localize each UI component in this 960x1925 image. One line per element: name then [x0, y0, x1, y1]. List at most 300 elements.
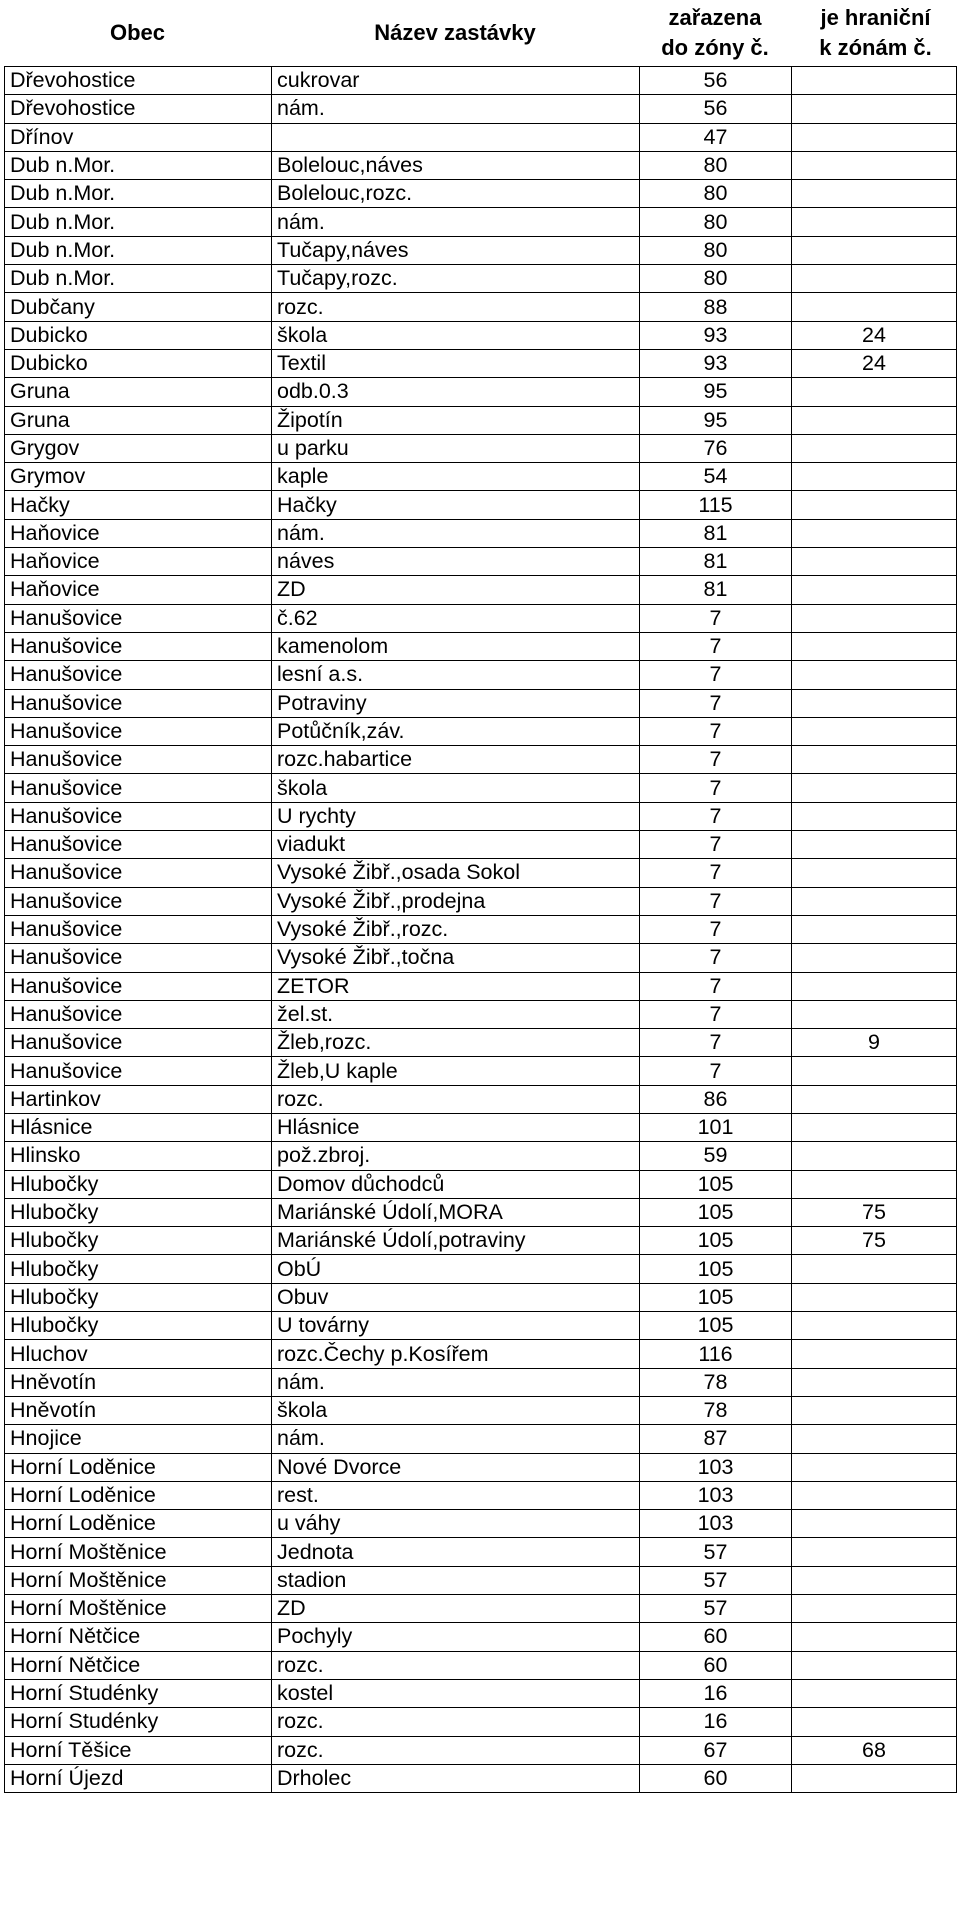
- cell-obec: Hanušovice: [5, 689, 272, 717]
- table-row: [5, 1538, 957, 1566]
- cell-zastavka: Vysoké Žibř.,osada Sokol: [272, 859, 640, 887]
- cell-obec: Horní Studénky: [5, 1679, 272, 1707]
- cell-obec: Horní Moštěnice: [5, 1595, 272, 1623]
- cell-obec: Dub n.Mor.: [5, 265, 272, 293]
- cell-zastavka: Mariánské Údolí,potraviny: [272, 1227, 640, 1255]
- cell-zastavka: Tučapy,rozc.: [272, 265, 640, 293]
- cell-obec: Hanušovice: [5, 604, 272, 632]
- cell-zastavka: kostel: [272, 1679, 640, 1707]
- table-row: [5, 1113, 957, 1141]
- cell-zastavka: Jednota: [272, 1538, 640, 1566]
- cell-hranicni: [792, 1538, 957, 1566]
- table-row: [5, 406, 957, 434]
- cell-zona: 7: [640, 831, 792, 859]
- cell-zastavka: odb.0.3: [272, 378, 640, 406]
- cell-hranicni: [792, 208, 957, 236]
- cell-obec: Grymov: [5, 463, 272, 491]
- cell-zastavka: rozc.: [272, 1085, 640, 1113]
- cell-zastavka: Žleb,rozc.: [272, 1029, 640, 1057]
- table-row: [5, 491, 957, 519]
- cell-zastavka: Drholec: [272, 1764, 640, 1792]
- cell-obec: Hlubočky: [5, 1198, 272, 1226]
- cell-zona: 60: [640, 1623, 792, 1651]
- cell-hranicni: [792, 1312, 957, 1340]
- table-row: [5, 1396, 957, 1424]
- cell-zastavka: stadion: [272, 1566, 640, 1594]
- table-row: [5, 1000, 957, 1028]
- cell-obec: Dubicko: [5, 349, 272, 377]
- cell-zona: 105: [640, 1283, 792, 1311]
- cell-obec: Hačky: [5, 491, 272, 519]
- cell-obec: Hanušovice: [5, 746, 272, 774]
- cell-obec: Hanušovice: [5, 661, 272, 689]
- cell-zona: 7: [640, 944, 792, 972]
- table-row: [5, 1453, 957, 1481]
- cell-zona: 7: [640, 689, 792, 717]
- cell-hranicni: [792, 1453, 957, 1481]
- cell-hranicni: [792, 491, 957, 519]
- cell-hranicni: [792, 406, 957, 434]
- cell-obec: Dub n.Mor.: [5, 180, 272, 208]
- cell-hranicni: [792, 576, 957, 604]
- cell-zona: 105: [640, 1227, 792, 1255]
- table-row: [5, 972, 957, 1000]
- cell-obec: Hanušovice: [5, 831, 272, 859]
- cell-obec: Hanušovice: [5, 1029, 272, 1057]
- cell-zastavka: kaple: [272, 463, 640, 491]
- table-row: [5, 944, 957, 972]
- table-row: [5, 1651, 957, 1679]
- table-row: [5, 576, 957, 604]
- table-row: [5, 123, 957, 151]
- cell-hranicni: [792, 1368, 957, 1396]
- cell-hranicni: 75: [792, 1227, 957, 1255]
- cell-zona: 56: [640, 95, 792, 123]
- cell-zastavka: škola: [272, 1396, 640, 1424]
- cell-zona: 7: [640, 887, 792, 915]
- cell-zastavka: ZETOR: [272, 972, 640, 1000]
- cell-zona: 103: [640, 1481, 792, 1509]
- table-row: [5, 463, 957, 491]
- cell-zona: 7: [640, 1000, 792, 1028]
- cell-zona: 81: [640, 519, 792, 547]
- cell-hranicni: [792, 1142, 957, 1170]
- cell-zastavka: Nové Dvorce: [272, 1453, 640, 1481]
- cell-obec: Hanušovice: [5, 774, 272, 802]
- cell-obec: Hlubočky: [5, 1255, 272, 1283]
- cell-zona: 56: [640, 67, 792, 95]
- cell-hranicni: [792, 1396, 957, 1424]
- cell-obec: Dub n.Mor.: [5, 151, 272, 179]
- table-row: [5, 1679, 957, 1707]
- table-row: [5, 95, 957, 123]
- cell-hranicni: [792, 1708, 957, 1736]
- table-row: [5, 1142, 957, 1170]
- table-row: [5, 67, 957, 95]
- cell-zona: 7: [640, 802, 792, 830]
- cell-zastavka: Textil: [272, 349, 640, 377]
- table-row: [5, 265, 957, 293]
- cell-zastavka: rozc.habartice: [272, 746, 640, 774]
- cell-obec: Hnojice: [5, 1425, 272, 1453]
- cell-hranicni: [792, 434, 957, 462]
- cell-zona: 80: [640, 180, 792, 208]
- cell-obec: Horní Loděnice: [5, 1510, 272, 1538]
- cell-zona: 57: [640, 1538, 792, 1566]
- cell-hranicni: [792, 632, 957, 660]
- cell-hranicni: [792, 1764, 957, 1792]
- table-row: [5, 519, 957, 547]
- cell-zona: 7: [640, 1057, 792, 1085]
- cell-obec: Dřevohostice: [5, 95, 272, 123]
- table-row: [5, 434, 957, 462]
- cell-obec: Hlásnice: [5, 1113, 272, 1141]
- cell-obec: Grygov: [5, 434, 272, 462]
- cell-hranicni: [792, 774, 957, 802]
- cell-zona: 7: [640, 746, 792, 774]
- cell-zastavka: Obuv: [272, 1283, 640, 1311]
- table-row: [5, 1255, 957, 1283]
- cell-obec: Horní Těšice: [5, 1736, 272, 1764]
- table-row: [5, 1510, 957, 1538]
- cell-hranicni: 24: [792, 349, 957, 377]
- table-row: [5, 661, 957, 689]
- cell-obec: Hněvotín: [5, 1396, 272, 1424]
- cell-hranicni: [792, 1566, 957, 1594]
- cell-hranicni: [792, 1085, 957, 1113]
- table-row: [5, 378, 957, 406]
- cell-zona: 76: [640, 434, 792, 462]
- cell-zastavka: rozc.Čechy p.Kosířem: [272, 1340, 640, 1368]
- cell-zona: 80: [640, 151, 792, 179]
- cell-obec: Hluchov: [5, 1340, 272, 1368]
- cell-zona: 115: [640, 491, 792, 519]
- cell-obec: Hlubočky: [5, 1312, 272, 1340]
- table-row: [5, 859, 957, 887]
- cell-zona: 7: [640, 915, 792, 943]
- table-row: [5, 293, 957, 321]
- table-row: [5, 1708, 957, 1736]
- header-obec: Obec: [109, 20, 166, 45]
- cell-obec: Dřínov: [5, 123, 272, 151]
- table-row: [5, 802, 957, 830]
- cell-hranicni: [792, 519, 957, 547]
- cell-hranicni: [792, 1255, 957, 1283]
- cell-zastavka: cukrovar: [272, 67, 640, 95]
- cell-hranicni: [792, 548, 957, 576]
- table-row: [5, 1227, 957, 1255]
- cell-obec: Horní Studénky: [5, 1708, 272, 1736]
- cell-hranicni: [792, 604, 957, 632]
- cell-zona: 116: [640, 1340, 792, 1368]
- cell-zastavka: nám.: [272, 1368, 640, 1396]
- cell-obec: Horní Moštěnice: [5, 1566, 272, 1594]
- cell-zastavka: ObÚ: [272, 1255, 640, 1283]
- cell-zona: 105: [640, 1312, 792, 1340]
- table-row: [5, 180, 957, 208]
- cell-zastavka: rozc.: [272, 293, 640, 321]
- cell-zastavka: rozc.: [272, 1708, 640, 1736]
- cell-obec: Horní Moštěnice: [5, 1538, 272, 1566]
- cell-hranicni: [792, 915, 957, 943]
- cell-obec: Dubčany: [5, 293, 272, 321]
- table-row: [5, 689, 957, 717]
- cell-hranicni: [792, 944, 957, 972]
- table-row: [5, 151, 957, 179]
- table-row: [5, 1736, 957, 1764]
- cell-zona: 54: [640, 463, 792, 491]
- cell-hranicni: [792, 123, 957, 151]
- cell-zona: 60: [640, 1651, 792, 1679]
- cell-zastavka: rozc.: [272, 1736, 640, 1764]
- cell-zona: 105: [640, 1170, 792, 1198]
- cell-obec: Haňovice: [5, 576, 272, 604]
- cell-hranicni: [792, 1510, 957, 1538]
- cell-zastavka: Vysoké Žibř.,točna: [272, 944, 640, 972]
- cell-zastavka: Žleb,U kaple: [272, 1057, 640, 1085]
- table-row: [5, 717, 957, 745]
- cell-hranicni: 24: [792, 321, 957, 349]
- cell-zona: 7: [640, 972, 792, 1000]
- cell-hranicni: [792, 293, 957, 321]
- cell-zastavka: Vysoké Žibř.,prodejna: [272, 887, 640, 915]
- cell-zona: 103: [640, 1510, 792, 1538]
- cell-hranicni: [792, 1679, 957, 1707]
- cell-zastavka: Hačky: [272, 491, 640, 519]
- cell-hranicni: [792, 67, 957, 95]
- cell-obec: Haňovice: [5, 548, 272, 576]
- cell-zona: 80: [640, 236, 792, 264]
- cell-zastavka: Vysoké Žibř.,rozc.: [272, 915, 640, 943]
- table-row: [5, 1283, 957, 1311]
- table-body: [5, 67, 957, 1793]
- cell-obec: Dřevohostice: [5, 67, 272, 95]
- cell-zona: 78: [640, 1368, 792, 1396]
- cell-hranicni: [792, 151, 957, 179]
- cell-hranicni: [792, 1481, 957, 1509]
- cell-obec: Hlinsko: [5, 1142, 272, 1170]
- table-row: [5, 1085, 957, 1113]
- zone-table: [4, 66, 957, 1793]
- table-row: [5, 1198, 957, 1226]
- cell-zastavka: Domov důchodců: [272, 1170, 640, 1198]
- cell-hranicni: [792, 1595, 957, 1623]
- cell-zona: 59: [640, 1142, 792, 1170]
- cell-obec: Haňovice: [5, 519, 272, 547]
- cell-zastavka: Hlásnice: [272, 1113, 640, 1141]
- cell-zastavka: škola: [272, 774, 640, 802]
- header-nazev-zastavky: Název zastávky: [374, 20, 536, 45]
- cell-zona: 7: [640, 717, 792, 745]
- cell-hranicni: [792, 95, 957, 123]
- cell-zastavka: u parku: [272, 434, 640, 462]
- cell-zona: 80: [640, 208, 792, 236]
- table-row: [5, 887, 957, 915]
- cell-zona: 60: [640, 1764, 792, 1792]
- cell-hranicni: [792, 802, 957, 830]
- table-row: [5, 1312, 957, 1340]
- cell-zona: 103: [640, 1453, 792, 1481]
- cell-hranicni: [792, 717, 957, 745]
- cell-obec: Dub n.Mor.: [5, 236, 272, 264]
- table-row: [5, 1764, 957, 1792]
- table-row: [5, 1595, 957, 1623]
- cell-zastavka: Pochyly: [272, 1623, 640, 1651]
- cell-zona: 7: [640, 604, 792, 632]
- cell-hranicni: [792, 972, 957, 1000]
- cell-zona: 7: [640, 1029, 792, 1057]
- table-row: [5, 746, 957, 774]
- table-row: [5, 831, 957, 859]
- cell-zastavka: Žipotín: [272, 406, 640, 434]
- cell-obec: Hanušovice: [5, 944, 272, 972]
- cell-hranicni: [792, 1623, 957, 1651]
- cell-obec: Hlubočky: [5, 1283, 272, 1311]
- cell-zastavka: nám.: [272, 95, 640, 123]
- cell-hranicni: [792, 1340, 957, 1368]
- cell-hranicni: [792, 236, 957, 264]
- cell-hranicni: [792, 689, 957, 717]
- cell-hranicni: [792, 887, 957, 915]
- cell-zastavka: kamenolom: [272, 632, 640, 660]
- table-row: [5, 349, 957, 377]
- cell-zona: 7: [640, 859, 792, 887]
- cell-zastavka: nám.: [272, 1425, 640, 1453]
- cell-zastavka: rozc.: [272, 1651, 640, 1679]
- cell-hranicni: [792, 265, 957, 293]
- table-header: [4, 0, 960, 66]
- cell-zastavka: Tučapy,náves: [272, 236, 640, 264]
- cell-zastavka: pož.zbroj.: [272, 1142, 640, 1170]
- cell-zona: 86: [640, 1085, 792, 1113]
- cell-obec: Horní Loděnice: [5, 1481, 272, 1509]
- cell-zona: 7: [640, 661, 792, 689]
- cell-hranicni: [792, 746, 957, 774]
- table-row: [5, 1170, 957, 1198]
- cell-hranicni: [792, 1170, 957, 1198]
- cell-hranicni: 9: [792, 1029, 957, 1057]
- table-row: [5, 604, 957, 632]
- cell-obec: Hanušovice: [5, 972, 272, 1000]
- cell-obec: Horní Loděnice: [5, 1453, 272, 1481]
- cell-zastavka: ZD: [272, 576, 640, 604]
- header-zarazena-do-zony: zařazena do zóny č.: [661, 5, 769, 60]
- cell-zona: 81: [640, 548, 792, 576]
- table-row: [5, 1481, 957, 1509]
- cell-zona: 47: [640, 123, 792, 151]
- cell-obec: Dubicko: [5, 321, 272, 349]
- cell-hranicni: [792, 378, 957, 406]
- cell-zona: 16: [640, 1679, 792, 1707]
- cell-obec: Dub n.Mor.: [5, 208, 272, 236]
- cell-zona: 95: [640, 378, 792, 406]
- cell-obec: Horní Nětčice: [5, 1623, 272, 1651]
- cell-zona: 7: [640, 774, 792, 802]
- cell-hranicni: [792, 831, 957, 859]
- table-row: [5, 632, 957, 660]
- cell-zastavka: U továrny: [272, 1312, 640, 1340]
- cell-zastavka: Bolelouc,rozc.: [272, 180, 640, 208]
- cell-zastavka: náves: [272, 548, 640, 576]
- cell-zona: 87: [640, 1425, 792, 1453]
- cell-hranicni: 68: [792, 1736, 957, 1764]
- cell-zona: 81: [640, 576, 792, 604]
- cell-obec: Hlubočky: [5, 1227, 272, 1255]
- cell-hranicni: [792, 1113, 957, 1141]
- cell-zastavka: nám.: [272, 208, 640, 236]
- cell-zastavka: viadukt: [272, 831, 640, 859]
- cell-hranicni: [792, 1651, 957, 1679]
- cell-obec: Gruna: [5, 406, 272, 434]
- cell-zona: 93: [640, 349, 792, 377]
- table-row: [5, 1029, 957, 1057]
- cell-zastavka: Potůčník,záv.: [272, 717, 640, 745]
- table-row: [5, 321, 957, 349]
- cell-hranicni: [792, 1000, 957, 1028]
- cell-zastavka: škola: [272, 321, 640, 349]
- table-row: [5, 236, 957, 264]
- cell-obec: Hlubočky: [5, 1170, 272, 1198]
- table-row: [5, 774, 957, 802]
- cell-zastavka: u váhy: [272, 1510, 640, 1538]
- cell-obec: Hněvotín: [5, 1368, 272, 1396]
- cell-zona: 57: [640, 1595, 792, 1623]
- cell-zastavka: [272, 123, 640, 151]
- cell-zastavka: nám.: [272, 519, 640, 547]
- cell-obec: Hanušovice: [5, 1000, 272, 1028]
- cell-zona: 95: [640, 406, 792, 434]
- cell-hranicni: [792, 661, 957, 689]
- table-row: [5, 548, 957, 576]
- cell-obec: Gruna: [5, 378, 272, 406]
- cell-obec: Hanušovice: [5, 1057, 272, 1085]
- cell-zona: 7: [640, 632, 792, 660]
- header-je-hranicni: je hraniční k zónám č.: [819, 5, 932, 60]
- cell-zona: 57: [640, 1566, 792, 1594]
- cell-hranicni: [792, 1057, 957, 1085]
- table-row: [5, 1340, 957, 1368]
- cell-zastavka: ZD: [272, 1595, 640, 1623]
- cell-obec: Hanušovice: [5, 859, 272, 887]
- cell-zastavka: Mariánské Údolí,MORA: [272, 1198, 640, 1226]
- cell-zastavka: lesní a.s.: [272, 661, 640, 689]
- cell-hranicni: [792, 859, 957, 887]
- cell-zona: 67: [640, 1736, 792, 1764]
- cell-hranicni: [792, 463, 957, 491]
- cell-zastavka: Bolelouc,náves: [272, 151, 640, 179]
- cell-obec: Hanušovice: [5, 717, 272, 745]
- cell-zona: 16: [640, 1708, 792, 1736]
- cell-hranicni: [792, 180, 957, 208]
- cell-obec: Hartinkov: [5, 1085, 272, 1113]
- table-row: [5, 208, 957, 236]
- table-row: [5, 1566, 957, 1594]
- cell-hranicni: [792, 1425, 957, 1453]
- cell-obec: Hanušovice: [5, 802, 272, 830]
- table-row: [5, 1057, 957, 1085]
- cell-zastavka: Potraviny: [272, 689, 640, 717]
- table-row: [5, 1368, 957, 1396]
- cell-zastavka: č.62: [272, 604, 640, 632]
- cell-obec: Horní Nětčice: [5, 1651, 272, 1679]
- cell-zona: 105: [640, 1255, 792, 1283]
- cell-zastavka: U rychty: [272, 802, 640, 830]
- cell-hranicni: [792, 1283, 957, 1311]
- cell-hranicni: 75: [792, 1198, 957, 1226]
- table-row: [5, 1425, 957, 1453]
- table-row: [5, 1623, 957, 1651]
- cell-obec: Hanušovice: [5, 887, 272, 915]
